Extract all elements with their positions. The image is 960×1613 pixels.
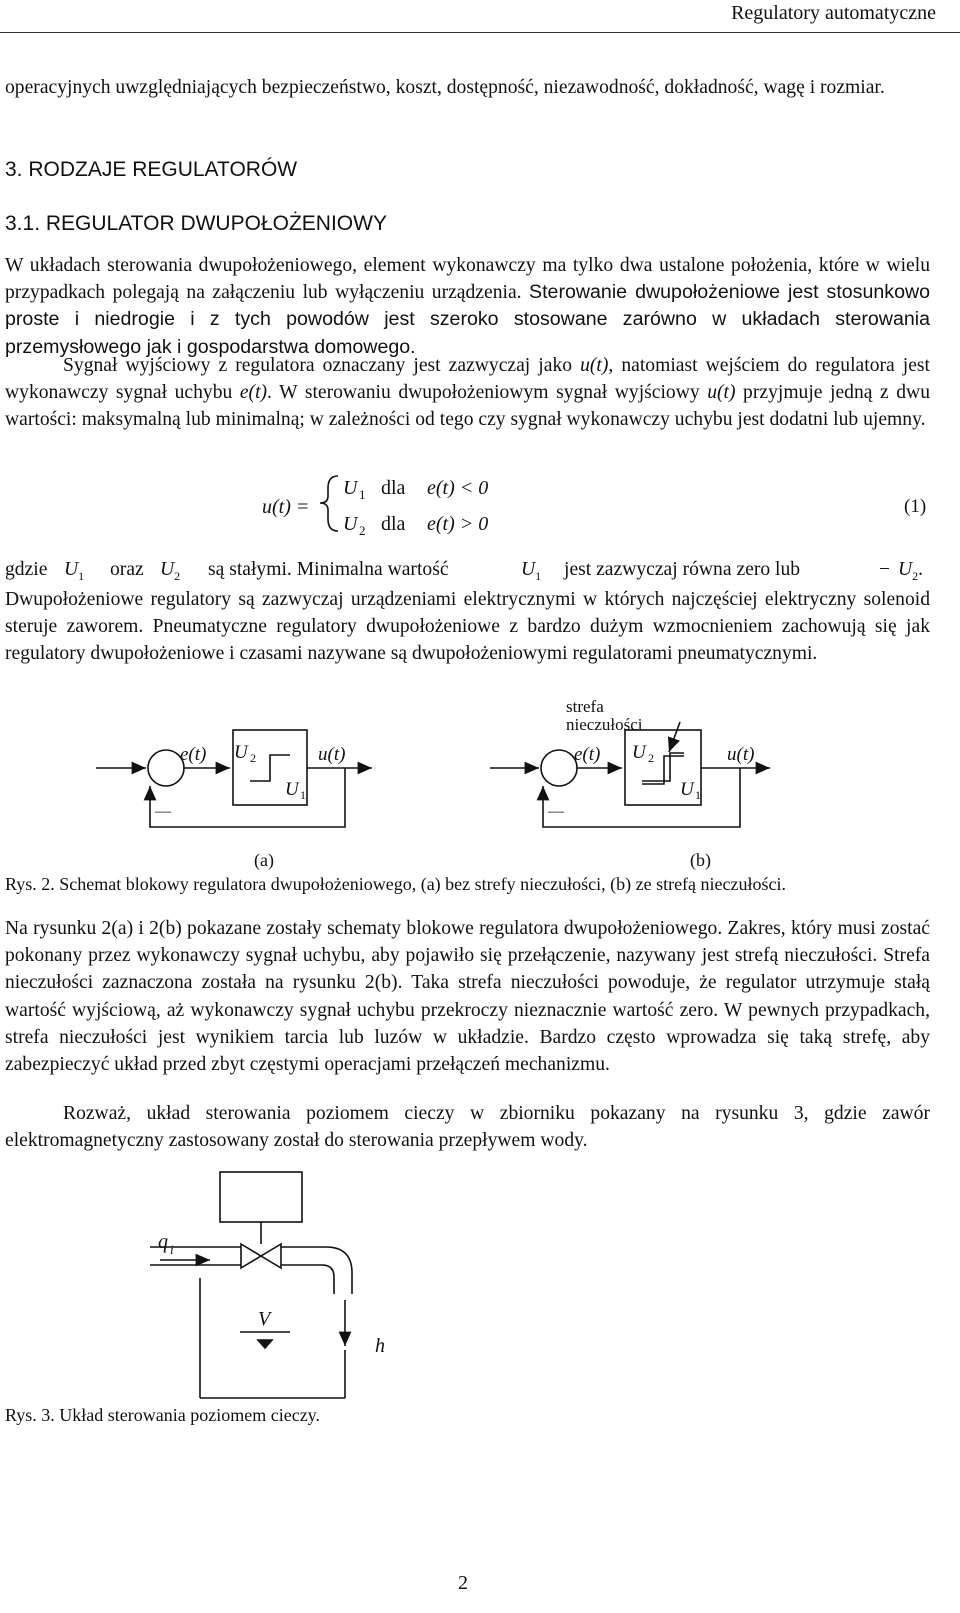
p3-gdzie: gdzie: [5, 559, 48, 580]
paragraph-1-part1: W układach sterowania dwupołożeniowego, element wykonawczy ma tylko dwa ustalone położenia, które w wielu przypadkach polegają na załączeniu lub wyłączeniu urządzenia.: [5, 255, 930, 304]
fig2a-relay-characteristic: [250, 755, 290, 781]
figure-3: [0, 1160, 960, 1400]
fig2a-label-U1-sub: 1: [300, 788, 306, 802]
fig2a-label-U2-sub: 2: [250, 751, 256, 765]
fig2b-label-U1: U: [680, 779, 694, 800]
fig2b-label-U1-sub: 1: [695, 788, 701, 802]
header-rule: [0, 32, 960, 33]
paragraph-2-ut-2: u(t): [707, 382, 736, 404]
paragraph-4: Na rysunku 2(a) i 2(b) pokazane zostały schematy blokowe regulatora dwupołożeniowego. Zakres, który musi zostać pokonany przez wykonawczy sygnał uchybu, aby pojawiło się przełączenie, nazywany jest strefą nieczułości. Strefa nieczułości zaznaczona została na rysunku 2(b). Taka strefa nieczułości powoduje, że regulator utrzymuje stałą wartość wyjściową, aż wykonawczy sygnał uchybu przekroczy nieznacznie wartość zero. W pewnych przypadkach, strefa nieczułości jest wynikiem tarcia lub luzów w układzie. Bardzo często wprowadza się taką strefę, aby zabezpieczyć układ przed zbyt częstymi operacjami przełączeń mechanizmu.: [5, 918, 930, 1076]
fig2a-label-U2: U: [234, 742, 248, 763]
paragraph-2-et: e(t): [239, 382, 268, 404]
equation-row2-cond: e(t) > 0: [427, 513, 489, 535]
equation-row1-word: dla: [381, 477, 406, 499]
paragraph-2: [5, 352, 930, 434]
fig2b-zone-line1: strefa: [566, 697, 604, 716]
fig3-label-q-sub: i: [170, 1242, 174, 1257]
fig2b-summing-junction: [541, 750, 577, 786]
p3-U2: $U_2$: [160, 559, 181, 583]
fig2a-caption-label: (a): [254, 850, 274, 870]
fig2a-summing-junction: [148, 750, 184, 786]
figure-2: [0, 690, 960, 900]
p3-minus: −: [879, 559, 891, 580]
fig2b-label-U2-sub: 2: [648, 751, 654, 765]
fig3-label-h: h: [375, 1335, 385, 1357]
equation-row1-cond: e(t) < 0: [427, 477, 489, 499]
paragraph-2-c: . W sterowaniu dwupołożeniowym sygnał wyjściowy: [267, 382, 708, 404]
equation-1: [0, 466, 960, 542]
section-heading: 3. RODZAJE REGULATORÓW: [5, 158, 298, 181]
p3-U1: $U_1$: [64, 559, 85, 583]
paragraph-2-b: , natomiast wejściem do regulatora jest wykonawczy sygnał uchybu: [5, 355, 930, 404]
p3-oraz: oraz: [110, 559, 144, 580]
fig2a-label-minus: —: [155, 803, 171, 820]
paragraph-5: Rozważ, układ sterowania poziomem cieczy w zbiorniku pokazany na rysunku 3, gdzie zawór elektromagnetyczny zastosowany został do sterowania przepływem wody.: [5, 1103, 930, 1152]
p3-rowna: jest zazwyczaj równa zero lub: [564, 559, 801, 580]
p3-U1-b: $U_1$: [521, 559, 542, 583]
intro-paragraph: operacyjnych uwzględniających bezpieczeństwo, koszt, dostępność, niezawodność, dokładność, wagę i rozmiar.: [5, 77, 885, 98]
running-header: Regulatory automatyczne: [731, 2, 936, 24]
fig2a-label-U1: U: [285, 779, 299, 800]
fig2a-label-u: u(t): [318, 744, 346, 765]
paragraph-2-ut: u(t): [580, 355, 609, 376]
equation-row2-value: U: [343, 513, 358, 535]
fig2b-zone-line2: nieczułości: [566, 715, 643, 734]
paragraph-1-part2: Sterowanie dwupołożeniowe jest stosunkowo proste i niedrogie i z tych powodów jest szeroko stosowane zarówno w układach sterowania przemysłowego jak i gospodarstwa domowego.: [5, 281, 931, 358]
paragraph-3-rest: Dwupołożeniowe regulatory są zazwyczaj urządzeniami elektrycznymi w których najczęściej elektryczny solenoid steruje zaworem. Pneumatyczne regulatory dwupołożeniowe z bardzo dużym wzmocnieniem zachowują się jak regulatory dwupołożeniowe i czasami nazywane są dwupołożeniowymi regulatorami pneumatycznymi.: [5, 589, 930, 665]
subsection-heading: 3.1. REGULATOR DWUPOŁOŻENIOWY: [5, 212, 387, 235]
p3-U2-b: $U_2$.: [898, 559, 924, 583]
fig3-valve-left: [241, 1244, 261, 1268]
figure-3-caption: Rys. 3. Układ sterowania poziomem cieczy.: [5, 1405, 321, 1425]
equation-row2-word: dla: [381, 513, 406, 535]
fig2b-label-minus: —: [548, 803, 564, 820]
fig2b-label-e: e(t): [574, 744, 601, 765]
fig3-water-level-marker: [258, 1340, 272, 1348]
fig3-valve-right: [261, 1244, 281, 1268]
equation-row1-sub: 1: [359, 487, 366, 502]
figure-2-caption: Rys. 2. Schemat blokowy regulatora dwupołożeniowego, (a) bez strefy nieczułości, (b) ze strefą nieczułości.: [5, 874, 787, 894]
fig2b-zone-pointer: [669, 722, 680, 752]
equation-number: (1): [904, 496, 927, 517]
equation-row2-sub: 2: [359, 523, 366, 538]
fig2a-label-e: e(t): [180, 744, 207, 765]
equation-lhs: u(t) =: [262, 496, 310, 518]
fig3-pipe-top-right: [281, 1247, 352, 1294]
fig2b-caption-label: (b): [690, 850, 711, 870]
equation-row1-value: U: [343, 477, 358, 499]
page-number: 2: [458, 1572, 468, 1594]
fig2b-feedback-path: [543, 768, 740, 827]
paragraph-2-d: przyjmuje jedną z dwu wartości: maksymalną lub minimalną; w zależności od tego czy sygnał wykonawczy uchybu jest dodatni lub ujemny.: [5, 382, 930, 431]
fig3-pipe-bottom-right: [281, 1265, 334, 1294]
equation-brace: [320, 476, 338, 531]
fig3-solenoid: [220, 1172, 302, 1222]
paragraph-1: [5, 252, 930, 361]
fig3-label-q: q: [158, 1231, 168, 1253]
fig2a-feedback-path: [150, 768, 345, 827]
paragraph-2-a: Sygnał wyjściowy z regulatora oznaczany jest zazwyczaj jako: [63, 355, 581, 376]
fig2b-label-u: u(t): [727, 744, 755, 765]
fig3-label-V: V: [258, 1308, 271, 1330]
p3-minimalna: są stałymi. Minimalna wartość: [208, 559, 449, 580]
fig2b-label-U2: U: [632, 742, 646, 763]
